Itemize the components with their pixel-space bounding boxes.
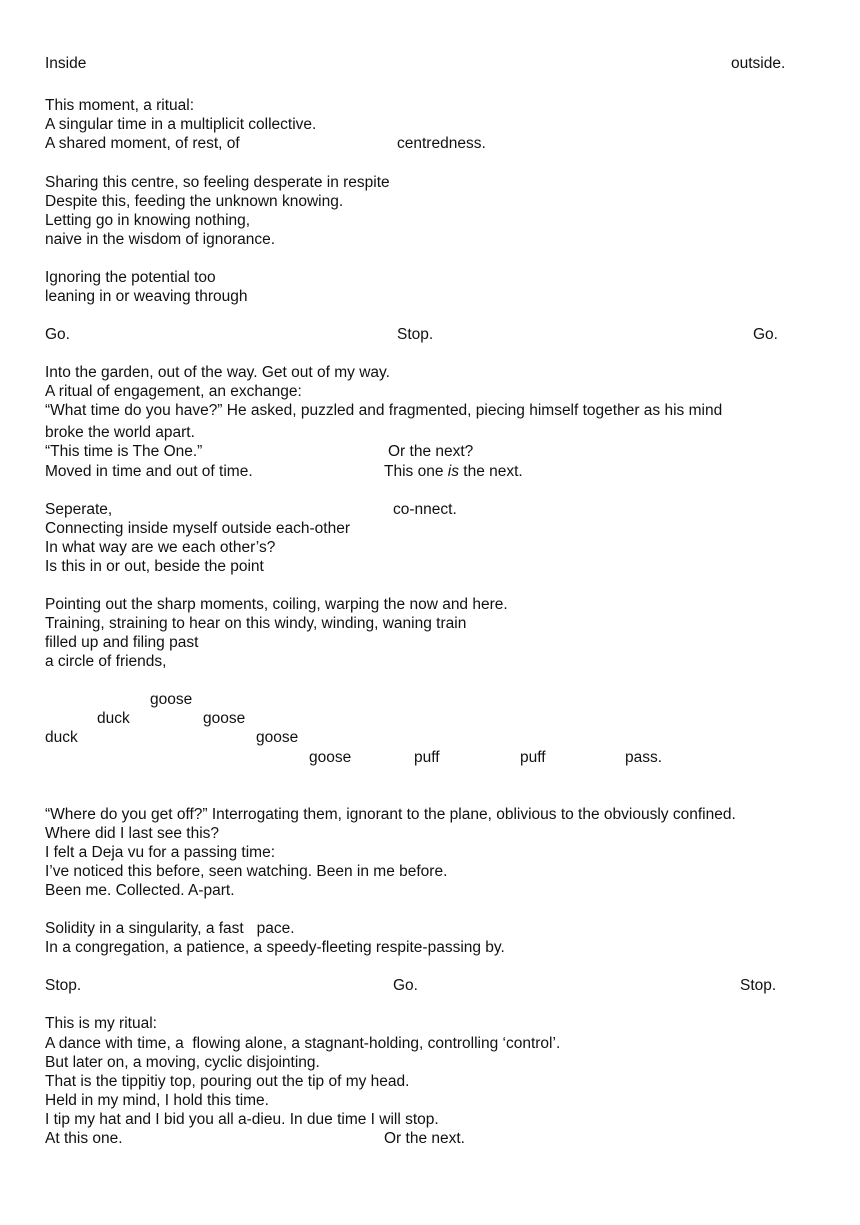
poem-line: That is the tippitiy top, pouring out the tip of my head.	[45, 1073, 410, 1090]
poem-line: Training, straining to hear on this windy, winding, waning train	[45, 615, 467, 632]
emphasis: is	[447, 463, 459, 480]
word-stop: Stop.	[740, 977, 777, 994]
word-stop: Stop.	[397, 326, 434, 343]
game-word-goose: goose	[203, 710, 246, 727]
poem-line: In a congregation, a patience, a speedy-fleeting respite-passing by.	[45, 939, 505, 956]
game-word-duck: duck	[97, 710, 130, 727]
poem-line: Seperate,	[45, 501, 113, 518]
poem-line: This one is the next.	[384, 463, 523, 480]
poem-line: Solidity in a singularity, a fast pace.	[45, 920, 295, 937]
poem-line: a circle of friends,	[45, 653, 167, 670]
game-word-puff: puff	[414, 749, 440, 766]
line-inside: Inside	[45, 55, 87, 72]
word-go: Go.	[45, 326, 70, 343]
poem-line: Is this in or out, beside the point	[45, 558, 264, 575]
poem-line: Pointing out the sharp moments, coiling, warping the now and here.	[45, 596, 508, 613]
poem-line: Sharing this centre, so feeling desperate in respite	[45, 174, 390, 191]
poem-line: I’ve noticed this before, seen watching. Been in me before.	[45, 863, 448, 880]
game-word-goose: goose	[256, 729, 299, 746]
poem-line: A dance with time, a flowing alone, a stagnant-holding, controlling ‘control’.	[45, 1035, 561, 1052]
poem-line: I tip my hat and I bid you all a-dieu. In due time I will stop.	[45, 1111, 439, 1128]
poem-line: Or the next.	[384, 1130, 465, 1147]
word-stop: Stop.	[45, 977, 82, 994]
poem-line: “This time is The One.”	[45, 443, 203, 460]
poem-line: co-nnect.	[393, 501, 457, 518]
game-word-pass: pass.	[625, 749, 663, 766]
poem-line: At this one.	[45, 1130, 123, 1147]
poem-line: Ignoring the potential too	[45, 269, 216, 286]
word-go: Go.	[753, 326, 778, 343]
poem-line: broke the world apart.	[45, 424, 195, 441]
poem-line: naive in the wisdom of ignorance.	[45, 231, 276, 248]
game-word-goose: goose	[150, 691, 193, 708]
poem-line: filled up and filing past	[45, 634, 199, 651]
poem-line: A singular time in a multiplicit collective.	[45, 116, 317, 133]
poem-line: In what way are we each other’s?	[45, 539, 276, 556]
game-word-duck: duck	[45, 729, 78, 746]
poem-line: Or the next?	[388, 443, 474, 460]
poem-line: Letting go in knowing nothing,	[45, 212, 251, 229]
poem-line: A ritual of engagement, an exchange:	[45, 383, 302, 400]
poem-line: But later on, a moving, cyclic disjointing.	[45, 1054, 320, 1071]
poem-line: This moment, a ritual:	[45, 97, 195, 114]
poem-line: leaning in or weaving through	[45, 288, 248, 305]
poem-line: Connecting inside myself outside each-other	[45, 520, 351, 537]
poem-line: Been me. Collected. A-part.	[45, 882, 235, 899]
poem-line: This is my ritual:	[45, 1015, 157, 1032]
poem-line: “Where do you get off?” Interrogating them, ignorant to the plane, oblivious to the obviously confined.	[45, 806, 736, 823]
poem-line: Where did I last see this?	[45, 825, 220, 842]
poem-line: I felt a Deja vu for a passing time:	[45, 844, 276, 861]
game-word-goose: goose	[309, 749, 352, 766]
poem-line: “What time do you have?” He asked, puzzled and fragmented, piecing himself together as his mind	[45, 402, 723, 419]
poem-line: A shared moment, of rest, of	[45, 135, 240, 152]
line-outside: outside.	[731, 55, 786, 72]
poem-line: Moved in time and out of time.	[45, 463, 253, 480]
word-go: Go.	[393, 977, 418, 994]
poem-line: centredness.	[397, 135, 486, 152]
poem-line: Held in my mind, I hold this time.	[45, 1092, 269, 1109]
game-word-puff: puff	[520, 749, 546, 766]
poem-line: Despite this, feeding the unknown knowing.	[45, 193, 344, 210]
poem-line: Into the garden, out of the way. Get out of my way.	[45, 364, 390, 381]
